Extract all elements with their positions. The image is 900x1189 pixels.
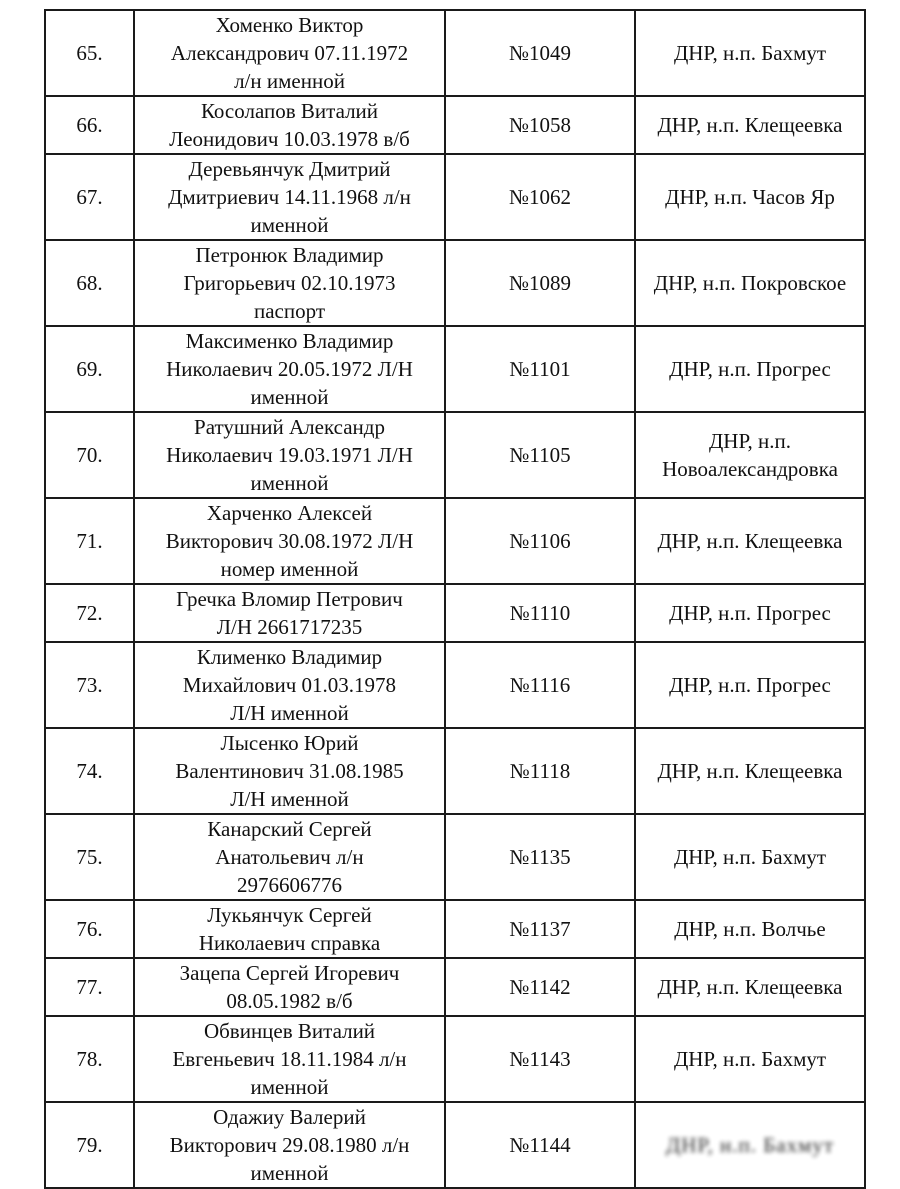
row-number: 66. xyxy=(45,96,134,154)
row-number: 67. xyxy=(45,154,134,240)
row-number: 65. xyxy=(45,10,134,96)
location-line: ДНР, н.п. Часов Яр xyxy=(665,185,835,209)
person-details-line: л/н именной xyxy=(234,69,345,93)
location-cell xyxy=(635,958,865,1016)
table-row xyxy=(45,958,865,1016)
person-details-cell xyxy=(134,584,445,642)
location-line: ДНР, н.п. Клещеевка xyxy=(657,975,843,999)
record-number: №1049 xyxy=(445,10,635,96)
person-details-line: именной xyxy=(250,471,329,495)
person-details-line: Лысенко Юрий xyxy=(220,731,359,755)
person-details-line: 2976606776 xyxy=(237,873,342,897)
person-details-line: Петронюк Владимир xyxy=(195,243,384,267)
row-number: 68. xyxy=(45,240,134,326)
table-row xyxy=(45,10,865,96)
record-number: №1143 xyxy=(445,1016,635,1102)
location-line: ДНР, н.п. Бахмут xyxy=(673,1047,827,1071)
row-number: 79. xyxy=(45,1102,134,1188)
record-number: №1135 xyxy=(445,814,635,900)
location-line: ДНР, н.п. Клещеевка xyxy=(657,529,843,553)
row-number: 70. xyxy=(45,412,134,498)
row-number: 76. xyxy=(45,900,134,958)
person-details-line: именной xyxy=(250,213,329,237)
person-details-line: Гречка Вломир Петрович xyxy=(176,587,403,611)
records-table-body xyxy=(45,10,865,1188)
row-number: 74. xyxy=(45,728,134,814)
person-details-line: номер именной xyxy=(220,557,359,581)
person-details-cell xyxy=(134,412,445,498)
record-number: №1106 xyxy=(445,498,635,584)
person-details-line: Дмитриевич 14.11.1968 л/н xyxy=(168,185,411,209)
person-details-cell xyxy=(134,900,445,958)
row-number: 77. xyxy=(45,958,134,1016)
person-details-cell xyxy=(134,1102,445,1188)
person-details-line: Ратушний Александр xyxy=(194,415,385,439)
location-line: ДНР, н.п. Прогрес xyxy=(669,601,831,625)
person-details-line: Клименко Владимир xyxy=(196,645,383,669)
person-details-line: Канарский Сергей xyxy=(207,817,372,841)
person-details-cell xyxy=(134,498,445,584)
person-details-line: Александрович 07.11.1972 xyxy=(170,41,409,65)
row-number: 75. xyxy=(45,814,134,900)
person-details-line: Леонидович 10.03.1978 в/б xyxy=(169,127,410,151)
record-number: №1105 xyxy=(445,412,635,498)
person-details-line: Викторович 29.08.1980 л/н xyxy=(169,1133,410,1157)
location-line: ДНР, н.п. Бахмут xyxy=(665,1133,835,1157)
record-number: №1118 xyxy=(445,728,635,814)
record-number: №1058 xyxy=(445,96,635,154)
location-line: ДНР, н.п. xyxy=(708,429,792,453)
location-cell xyxy=(635,1016,865,1102)
table-row xyxy=(45,240,865,326)
location-line: ДНР, н.п. Бахмут xyxy=(673,41,827,65)
location-cell xyxy=(635,900,865,958)
table-row xyxy=(45,154,865,240)
table-row xyxy=(45,900,865,958)
person-details-line: именной xyxy=(250,1075,329,1099)
person-details-line: 08.05.1982 в/б xyxy=(226,989,353,1013)
person-details-line: Хоменко Виктор xyxy=(215,13,364,37)
person-details-line: Викторович 30.08.1972 Л/Н xyxy=(165,529,414,553)
person-details-cell xyxy=(134,96,445,154)
location-line: Новоалександровка xyxy=(662,457,838,481)
location-line: ДНР, н.п. Прогрес xyxy=(669,673,831,697)
row-number: 69. xyxy=(45,326,134,412)
record-number: №1116 xyxy=(445,642,635,728)
location-cell xyxy=(635,412,865,498)
person-details-line: Харченко Алексей xyxy=(206,501,373,525)
person-details-cell xyxy=(134,642,445,728)
record-number: №1137 xyxy=(445,900,635,958)
person-details-line: Николаевич 19.03.1971 Л/Н xyxy=(166,443,413,467)
person-details-line: Михайлович 01.03.1978 xyxy=(182,673,397,697)
person-details-line: Косолапов Виталий xyxy=(200,99,379,123)
record-number: №1089 xyxy=(445,240,635,326)
record-number: №1142 xyxy=(445,958,635,1016)
location-line: ДНР, н.п. Клещеевка xyxy=(657,113,843,137)
location-cell xyxy=(635,584,865,642)
person-details-line: Валентинович 31.08.1985 xyxy=(175,759,404,783)
location-cell xyxy=(635,1102,865,1188)
person-details-cell xyxy=(134,154,445,240)
table-row xyxy=(45,498,865,584)
location-line: ДНР, н.п. Прогрес xyxy=(669,357,831,381)
person-details-line: Л/Н именной xyxy=(230,787,349,811)
person-details-line: Анатольевич л/н xyxy=(215,845,364,869)
location-cell xyxy=(635,728,865,814)
records-table xyxy=(44,9,866,1189)
table-row xyxy=(45,1016,865,1102)
table-row xyxy=(45,642,865,728)
location-cell xyxy=(635,10,865,96)
person-details-line: Николаевич 20.05.1972 Л/Н xyxy=(166,357,413,381)
table-row xyxy=(45,814,865,900)
person-details-line: Николаевич справка xyxy=(198,931,381,955)
location-cell xyxy=(635,498,865,584)
person-details-cell xyxy=(134,1016,445,1102)
table-row xyxy=(45,412,865,498)
person-details-line: Одажиу Валерий xyxy=(213,1105,366,1129)
location-cell xyxy=(635,96,865,154)
person-details-line: Л/Н 2661717235 xyxy=(216,615,363,639)
location-cell xyxy=(635,814,865,900)
location-cell xyxy=(635,642,865,728)
row-number: 71. xyxy=(45,498,134,584)
location-cell xyxy=(635,154,865,240)
person-details-line: паспорт xyxy=(253,299,326,323)
location-line: ДНР, н.п. Покровское xyxy=(653,271,847,295)
person-details-line: Евгеньевич 18.11.1984 л/н xyxy=(172,1047,407,1071)
person-details-line: Зацепа Сергей Игоревич xyxy=(179,961,400,985)
location-line: ДНР, н.п. Клещеевка xyxy=(657,759,843,783)
location-cell xyxy=(635,326,865,412)
table-row xyxy=(45,96,865,154)
person-details-line: именной xyxy=(250,385,329,409)
record-number: №1062 xyxy=(445,154,635,240)
person-details-line: Деревьянчук Дмитрий xyxy=(188,157,391,181)
person-details-line: Обвинцев Виталий xyxy=(203,1019,376,1043)
person-details-line: Максименко Владимир xyxy=(185,329,394,353)
table-row xyxy=(45,326,865,412)
location-line: ДНР, н.п. Бахмут xyxy=(673,845,827,869)
person-details-cell xyxy=(134,326,445,412)
person-details-line: Лукьянчук Сергей xyxy=(207,903,372,927)
person-details-cell xyxy=(134,10,445,96)
location-line: ДНР, н.п. Волчье xyxy=(674,917,826,941)
person-details-cell xyxy=(134,240,445,326)
location-cell xyxy=(635,240,865,326)
person-details-line: Григорьевич 02.10.1973 xyxy=(183,271,396,295)
table-row xyxy=(45,728,865,814)
person-details-cell xyxy=(134,958,445,1016)
person-details-line: именной xyxy=(250,1161,329,1185)
row-number: 78. xyxy=(45,1016,134,1102)
person-details-line: Л/Н именной xyxy=(230,701,349,725)
table-row xyxy=(45,1102,865,1188)
record-number: №1101 xyxy=(445,326,635,412)
row-number: 73. xyxy=(45,642,134,728)
record-number: №1144 xyxy=(445,1102,635,1188)
person-details-cell xyxy=(134,814,445,900)
record-number: №1110 xyxy=(445,584,635,642)
row-number: 72. xyxy=(45,584,134,642)
table-row xyxy=(45,584,865,642)
person-details-cell xyxy=(134,728,445,814)
